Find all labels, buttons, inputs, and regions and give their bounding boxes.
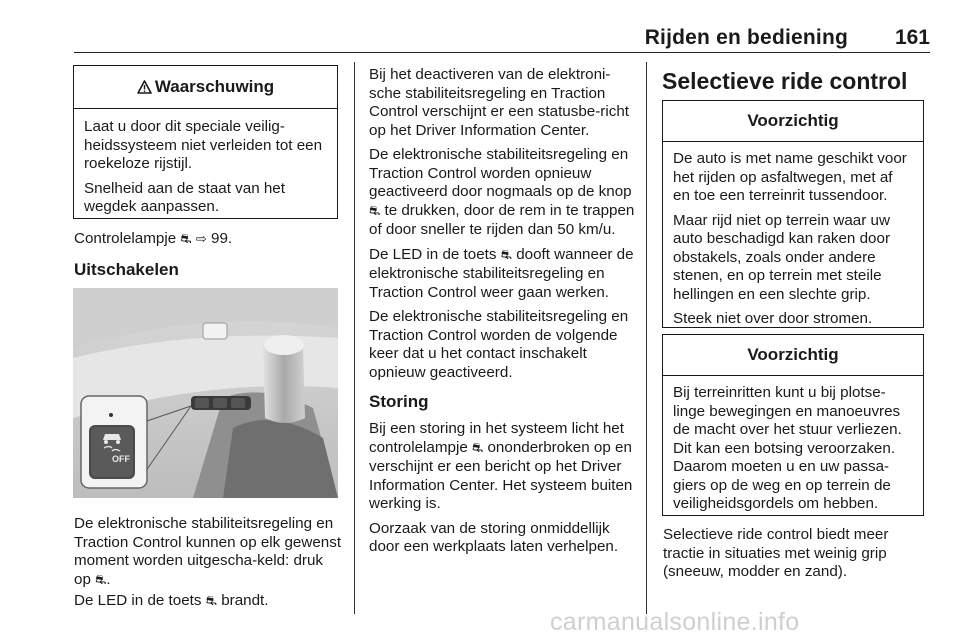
page-reference-arrow-icon: ⇨ — [195, 232, 207, 247]
paragraph-text: De elektronische stabiliteitsregeling en Traction Control worden opnieuw geactiveerd door nogmaals op de knop — [369, 146, 632, 200]
paragraph-text: De LED in de toets — [74, 592, 202, 609]
paragraph — [369, 146, 637, 240]
esc-skid-icon: ⛐ — [500, 247, 512, 263]
column-divider-2 — [646, 62, 647, 614]
section-title-storing: Storing — [369, 392, 429, 411]
paragraph-text: dooft wanneer de elektronische stabiliteitsregeling en Traction Control weer gaan werken. — [369, 245, 634, 301]
watermark: carmanualsonline.info — [550, 608, 800, 636]
paragraph-text: brandt. — [221, 592, 269, 609]
paragraph-text: De LED in de toets — [369, 245, 497, 263]
esc-skid-icon: ⛐ — [205, 594, 217, 609]
paragraph-text: . — [106, 570, 111, 588]
esc-skid-icon: ⛐ — [180, 232, 192, 247]
paragraph: De elektronische stabiliteitsregeling en Traction Control worden de volgende keer dat u het contact inschakelt opnieuw geactiveerd. — [369, 308, 629, 381]
paragraph — [369, 420, 637, 514]
paragraph: Oorzaak van de storing onmiddellijk door een werkplaats laten verhelpen. — [369, 519, 619, 555]
control-lamp-reference — [74, 230, 339, 250]
control-lamp-text: Controlelampje — [74, 230, 177, 247]
caution-paragraph: Maar rijd niet op terrein waar uw auto beschadigd kan raken door obstakels, zoals onder andere stenen, en op terrein met steile hellingen en een slechte grip. — [673, 211, 891, 303]
warning-paragraph: Laat u door dit speciale veilig-heidssysteem niet verleiden tot een roekeloze rijstijl. — [84, 118, 323, 172]
caution-box-header: Voorzichtig — [663, 101, 923, 142]
paragraph-text: De elektronische stabiliteitsregeling en Traction Control kunnen op elk gewenst moment worden uitgescha-keld: druk op — [74, 515, 342, 588]
paragraph — [74, 592, 342, 612]
esc-skid-icon: ⛐ — [472, 440, 484, 456]
page-number: 161 — [894, 26, 930, 49]
running-header: Rijden en bediening — [644, 26, 848, 49]
caution-box-1 — [662, 100, 924, 328]
paragraph-text: Bij een storing in het systeem licht het controlelampje — [369, 420, 624, 456]
warning-paragraph: Snelheid aan de staat van het wegdek aanpassen. — [84, 179, 285, 215]
esc-skid-icon: ⛐ — [95, 572, 107, 588]
paragraph — [74, 515, 342, 590]
warning-triangle-icon — [137, 68, 152, 110]
warning-box — [73, 65, 338, 219]
caution-paragraph: De auto is met name geschikt voor het rijden op asfaltwegen, met af en toe een terreinrit tussendoor. — [673, 150, 907, 204]
caution-box-2 — [662, 334, 924, 516]
page-reference[interactable]: 99. — [211, 230, 233, 247]
paragraph: Bij het deactiveren van de elektroni-sche stabiliteitsregeling en Traction Control verschijnt er een statusbe-richt op het Driver Information Center. — [369, 66, 629, 139]
esc-button-photo — [73, 288, 338, 498]
esc-off-label: OFF — [112, 454, 130, 464]
column-2 — [369, 66, 637, 557]
paragraph-text: te drukken, door de rem in te trappen of door sneller te rijden dan 50 km/u. — [369, 201, 635, 238]
paragraph — [369, 246, 637, 303]
warning-title: Waarschuwing — [154, 77, 275, 96]
caution-box-header: Voorzichtig — [663, 335, 923, 376]
column-divider-1 — [354, 62, 355, 614]
header-rule — [74, 52, 930, 53]
section-title-selectieve-ride-control: Selectieve ride control — [662, 68, 908, 94]
esc-skid-icon: ⛐ — [369, 203, 381, 219]
paragraph: Selectieve ride control biedt meer tractie in situaties met weinig grip (sneeuw, modder en zand). — [663, 526, 889, 580]
caution-paragraph: Steek niet over door stromen. — [673, 310, 873, 327]
warning-box-header — [74, 66, 337, 109]
section-title-uitschakelen: Uitschakelen — [74, 260, 179, 279]
caution-paragraph: Bij terreinritten kunt u bij plotse-linge bewegingen en manoeuvres de macht over het stuur verliezen. Dit kan een botsing veroorzaken. Daarom moeten u en uw passa-giers op de weg en op terrein de veiligheidsgordels om hebben. — [673, 384, 902, 512]
paragraph-text: ononderbroken op en verschijnt er een bericht op het Driver Information Center. Het systeem buiten werking is. — [369, 438, 633, 512]
